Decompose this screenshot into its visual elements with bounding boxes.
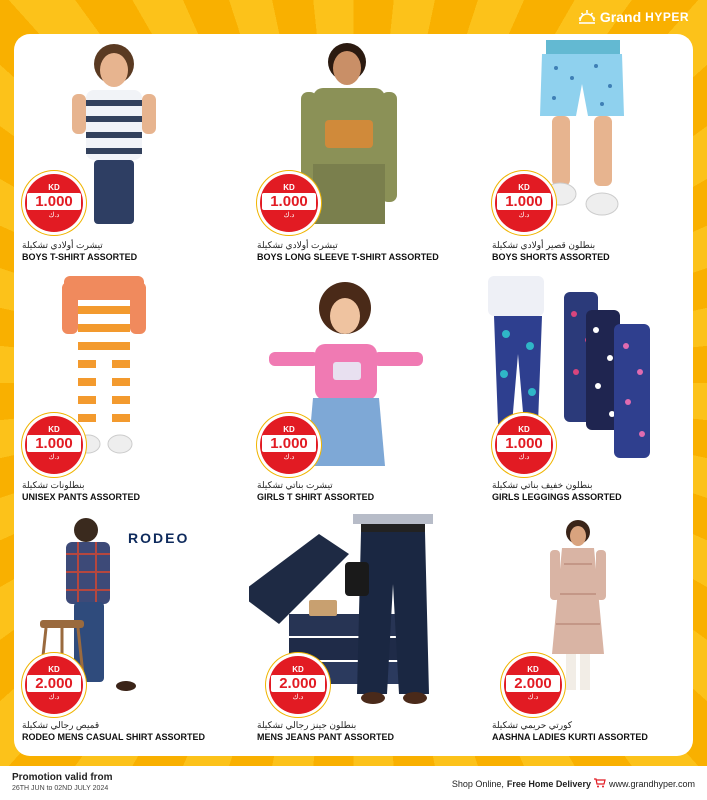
price-value: 1.000	[27, 435, 81, 452]
price-badge	[269, 656, 327, 714]
product-name-ar: تيشرت بناتي تشكيلة	[257, 480, 333, 490]
product-label	[22, 480, 222, 503]
price-currency: KD	[518, 183, 530, 192]
product-name-en: RODEO MENS CASUAL SHIRT ASSORTED	[22, 732, 206, 742]
product-label	[22, 720, 222, 743]
shop-online-info	[452, 778, 695, 790]
product-name-ar: بنطلونات تشكيلة	[22, 480, 85, 490]
price-badge	[260, 416, 318, 474]
price-badge	[495, 416, 553, 474]
product-name-ar: بنطلون خفيف بناتي تشكيلة	[492, 480, 593, 490]
price-badge	[25, 656, 83, 714]
product-name-ar: تيشرت أولادي تشكيلة	[22, 240, 103, 250]
product-name-en: AASHNA LADIES KURTI ASSORTED	[492, 732, 648, 742]
product-card-boys-shorts[interactable]	[484, 34, 693, 274]
price-currency: KD	[283, 183, 295, 192]
price-currency-ar: د.ك	[48, 212, 60, 219]
price-currency-ar: د.ك	[283, 454, 295, 461]
product-label	[22, 240, 222, 263]
price-badge	[504, 656, 562, 714]
price-value: 1.000	[262, 193, 316, 210]
product-card-ladies-kurti[interactable]	[484, 514, 693, 754]
price-currency-ar: د.ك	[48, 694, 60, 701]
free-delivery-text: Free Home Delivery	[506, 779, 591, 789]
product-name-ar: كورتي حريمي تشكيلة	[492, 720, 573, 730]
price-currency-ar: د.ك	[48, 454, 60, 461]
website-link[interactable]: www.grandhyper.com	[608, 779, 695, 789]
product-name-en: MENS JEANS PANT ASSORTED	[257, 732, 395, 742]
price-value: 1.000	[497, 193, 551, 210]
price-currency: KD	[48, 665, 60, 674]
product-name-ar: بنطلون قصير أولادي تشكيلة	[492, 240, 596, 250]
price-value: 1.000	[262, 435, 316, 452]
price-value: 2.000	[27, 675, 81, 692]
product-name-en: UNISEX PANTS ASSORTED	[22, 492, 141, 502]
rodeo-logo: RODEO	[128, 530, 190, 546]
grand-hyper-logo	[578, 6, 689, 28]
price-value: 1.000	[497, 435, 551, 452]
price-currency-ar: د.ك	[518, 212, 530, 219]
price-currency-ar: د.ك	[292, 694, 304, 701]
price-badge	[25, 174, 83, 232]
price-currency: KD	[48, 425, 60, 434]
product-label	[257, 720, 457, 743]
product-name-en: GIRLS T SHIRT ASSORTED	[257, 492, 375, 502]
price-badge	[260, 174, 318, 232]
brand-name-hyper: HYPER	[645, 10, 689, 24]
price-badge	[495, 174, 553, 232]
price-currency: KD	[518, 425, 530, 434]
promotion-dates: 26TH JUN to 02ND JULY 2024	[12, 785, 109, 792]
products-panel	[14, 34, 693, 756]
product-name-ar: قميص رجالي تشكيلة	[22, 720, 100, 730]
price-currency: KD	[283, 425, 295, 434]
price-currency-ar: د.ك	[283, 212, 295, 219]
footer	[0, 770, 707, 800]
price-currency-ar: د.ك	[518, 454, 530, 461]
shop-online-text: Shop Online,	[451, 779, 504, 789]
product-name-ar: بنطلون جينز رجالي تشكيلة	[257, 720, 357, 730]
product-label	[492, 720, 692, 743]
price-value: 1.000	[27, 193, 81, 210]
product-name-en: BOYS T-SHIRT ASSORTED	[22, 252, 138, 262]
sun-icon	[578, 8, 596, 26]
product-card-girls-tshirt[interactable]	[249, 274, 475, 514]
product-card-boys-tshirt[interactable]	[14, 34, 240, 274]
price-value: 2.000	[271, 675, 325, 692]
product-card-girls-leggings[interactable]	[484, 274, 693, 514]
product-name-en: BOYS LONG SLEEVE T-SHIRT ASSORTED	[257, 252, 439, 262]
promotion-validity-title: Promotion valid from	[12, 772, 113, 783]
product-label	[257, 480, 457, 503]
cart-icon	[594, 778, 606, 790]
product-label	[492, 480, 692, 503]
product-card-unisex-pants[interactable]	[14, 274, 240, 514]
product-label	[257, 240, 457, 263]
brand-name-grand: Grand	[599, 9, 642, 25]
product-name-en: BOYS SHORTS ASSORTED	[492, 252, 610, 262]
price-currency: KD	[292, 665, 304, 674]
product-name-en: GIRLS LEGGINGS ASSORTED	[492, 492, 622, 502]
price-currency: KD	[527, 665, 539, 674]
product-card-boys-long-sleeve[interactable]	[249, 34, 475, 274]
product-card-mens-jeans[interactable]	[249, 514, 475, 754]
product-card-rodeo-shirt[interactable]	[14, 514, 240, 754]
price-currency: KD	[48, 183, 60, 192]
price-badge	[25, 416, 83, 474]
price-currency-ar: د.ك	[527, 694, 539, 701]
product-label	[492, 240, 692, 263]
product-name-ar: تيشرت أولادي تشكيلة	[257, 240, 338, 250]
price-value: 2.000	[506, 675, 560, 692]
